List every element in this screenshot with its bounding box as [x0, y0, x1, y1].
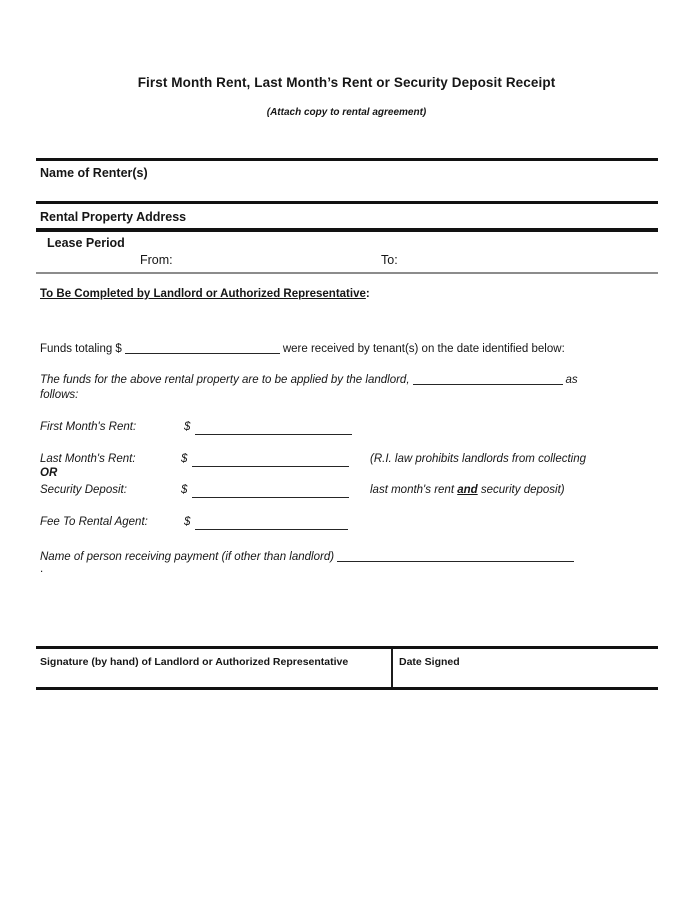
- funds-totaling-line: [40, 341, 565, 355]
- payment-receiver-label: Name of person receiving payment (if other than landlord): [40, 551, 335, 563]
- payment-receiver-line: [40, 549, 577, 563]
- first-month-dollar-sign: $: [184, 421, 191, 433]
- last-month-rent-label: Last Month's Rent:: [40, 453, 136, 465]
- fee-to-rental-agent-label: Fee To Rental Agent:: [40, 516, 148, 528]
- funds-prefix: Funds totaling $: [40, 343, 122, 355]
- divider-address: [36, 228, 658, 232]
- landlord-section-heading-text: To Be Completed by Landlord or Authorized Representative: [40, 288, 366, 300]
- ri-note2-prefix: last month's rent: [370, 484, 455, 496]
- ri-note2-and: and: [457, 484, 478, 496]
- signature-table-divider: [391, 649, 393, 687]
- landlord-section-heading: [40, 288, 370, 300]
- payment-receiver-blank: [337, 549, 574, 562]
- fee-dollar-sign: $: [184, 516, 191, 528]
- funds-suffix: were received by tenant(s) on the date identified below:: [282, 343, 565, 355]
- last-month-dollar-sign: $: [181, 453, 188, 465]
- signature-header: Signature (by hand) of Landlord or Authorized Representative: [40, 656, 349, 668]
- lease-to-label: To:: [381, 253, 398, 267]
- divider-renter: [36, 201, 658, 204]
- applied-continuation: follows:: [40, 389, 79, 401]
- or-label: OR: [40, 467, 58, 479]
- applied-by-line: [40, 372, 578, 386]
- lease-from-label: From:: [140, 253, 173, 267]
- fee-amount-blank: [195, 529, 348, 530]
- lease-period-label: Lease Period: [47, 236, 125, 250]
- divider-top: [36, 158, 658, 161]
- security-deposit-dollar-sign: $: [181, 484, 188, 496]
- page-title: First Month Rent, Last Month’s Rent or Security Deposit Receipt: [137, 75, 556, 90]
- date-signed-header: Date Signed: [399, 656, 460, 668]
- security-deposit-amount-blank: [192, 497, 349, 498]
- first-month-amount-blank: [195, 434, 352, 435]
- applied-prefix: The funds for the above rental property are to be applied by the landlord,: [40, 374, 410, 386]
- ri-note2-suffix: security deposit): [480, 484, 565, 496]
- landlord-section-heading-colon: :: [365, 288, 370, 300]
- name-of-renters-label: Name of Renter(s): [40, 166, 148, 180]
- ri-law-note-line2: [370, 484, 565, 496]
- last-month-amount-blank: [192, 466, 349, 467]
- rental-property-address-label: Rental Property Address: [40, 210, 187, 224]
- ri-law-note-line1: (R.I. law prohibits landlords from collecting: [370, 453, 587, 465]
- first-month-rent-label: First Month's Rent:: [40, 421, 137, 433]
- applied-by-blank: [413, 372, 563, 385]
- divider-lease-bottom: [36, 272, 658, 274]
- security-deposit-label: Security Deposit:: [40, 484, 127, 496]
- funds-amount-blank: [125, 341, 280, 354]
- stray-period: .: [40, 563, 44, 575]
- applied-suffix: as: [565, 374, 578, 386]
- page-subtitle: (Attach copy to rental agreement): [266, 107, 427, 118]
- signature-table: [36, 646, 658, 690]
